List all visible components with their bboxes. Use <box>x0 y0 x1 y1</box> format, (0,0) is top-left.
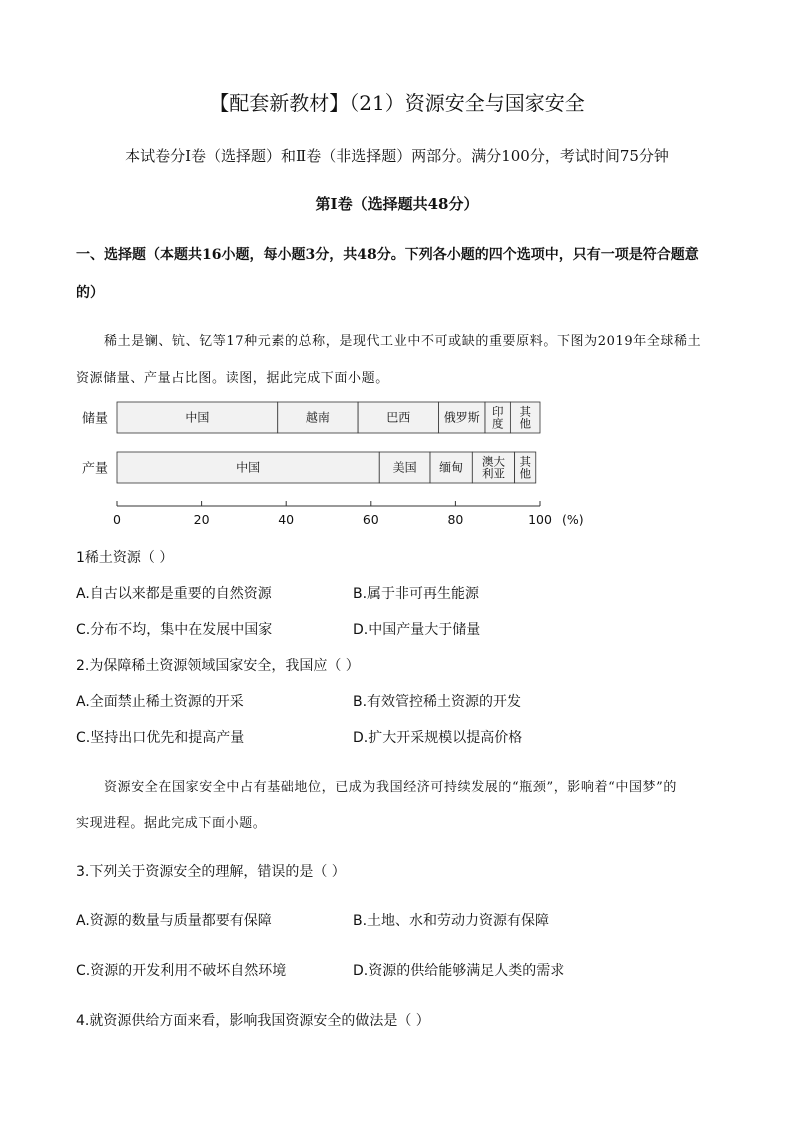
chart-segment-label: 其 <box>519 454 531 469</box>
chart-segment-label: 度 <box>491 416 504 431</box>
chart-row-label: 储量 <box>82 411 109 427</box>
chart-segment-label: 中国 <box>185 410 210 425</box>
chart-segment-label: 印 <box>491 404 504 419</box>
question-2-option-b[interactable]: B.有效管控稀土资源的开发 <box>353 694 522 710</box>
intro-paragraph-2-line2: 实现进程。据此完成下面小题。 <box>76 816 267 831</box>
intro-paragraph-2-line1: 资源安全在国家安全中占有基础地位，已成为我国经济可持续发展的“瓶颈”，影响着“中国梦”的 <box>104 780 677 795</box>
intro-paragraph-line1: 稀土是镧、钪、钇等17种元素的总称，是现代工业中不可或缺的重要原料。下图为2019年全球稀土 <box>104 334 702 349</box>
chart-segment-label: 他 <box>519 466 531 481</box>
chart-x-unit: (%) <box>562 512 584 527</box>
page-title: 【配套新教材】（21）资源安全与国家安全 <box>209 91 585 115</box>
question-2-option-d[interactable]: D.扩大开采规模以提高价格 <box>353 730 523 746</box>
question-2-stem: 2.为保障稀土资源领域国家安全，我国应（ ） <box>76 658 360 674</box>
chart-segment-label: 缅甸 <box>439 460 464 475</box>
chart-segment-label: 巴西 <box>386 410 411 425</box>
chart-x-tick-label: 60 <box>362 512 379 527</box>
question-2-option-c[interactable]: C.坚持出口优先和提高产量 <box>76 730 245 746</box>
section-heading-line2: 的） <box>76 285 104 301</box>
question-3-stem: 3.下列关于资源安全的理解，错误的是（ ） <box>76 864 346 880</box>
rare-earth-chart <box>70 392 590 532</box>
question-2-option-a[interactable]: A.全面禁止稀土资源的开采 <box>76 694 244 710</box>
question-4-stem: 4.就资源供给方面来看，影响我国资源安全的做法是（ ） <box>76 1013 430 1029</box>
chart-segment-label: 中国 <box>236 460 261 475</box>
question-1-option-d[interactable]: D.中国产量大于储量 <box>353 622 481 638</box>
chart-x-tick-label: 0 <box>113 512 121 527</box>
volume-heading: 第Ⅰ卷（选择题共48分） <box>315 195 479 213</box>
section-heading-line1: 一、选择题（本题共16小题，每小题3分，共48分。下列各小题的四个选项中，只有一项是符合题意 <box>76 247 699 263</box>
chart-x-tick-label: 40 <box>278 512 295 527</box>
chart-x-tick-label: 100 <box>528 512 552 527</box>
question-3-option-d[interactable]: D.资源的供给能够满足人类的需求 <box>353 963 565 979</box>
chart-segment-label: 他 <box>519 416 531 431</box>
chart-segment-label: 澳大 <box>481 454 505 469</box>
chart-x-tick-label: 80 <box>447 512 464 527</box>
question-1-option-a[interactable]: A.自古以来都是重要的自然资源 <box>76 586 272 602</box>
chart-segment-label: 美国 <box>392 460 417 475</box>
question-3-option-a[interactable]: A.资源的数量与质量都要有保障 <box>76 913 272 929</box>
question-3-option-b[interactable]: B.土地、水和劳动力资源有保障 <box>353 913 550 929</box>
chart-segment-label: 越南 <box>305 410 330 425</box>
question-3-option-c[interactable]: C.资源的开发利用不破坏自然环境 <box>76 963 287 979</box>
chart-segment-label: 俄罗斯 <box>443 410 480 425</box>
exam-instructions: 本试卷分Ⅰ卷（选择题）和Ⅱ卷（非选择题）两部分。满分100分，考试时间75分钟 <box>125 147 669 165</box>
chart-segment-label: 利亚 <box>481 466 505 481</box>
question-1-stem: 1稀土资源（ ） <box>76 550 174 566</box>
question-1-option-c[interactable]: C.分布不均，集中在发展中国家 <box>76 622 273 638</box>
chart-x-tick-label: 20 <box>193 512 210 527</box>
chart-row-label: 产量 <box>82 461 109 477</box>
chart-segment-label: 其 <box>519 404 531 419</box>
intro-paragraph-line2: 资源储量、产量占比图。读图，据此完成下面小题。 <box>76 371 389 386</box>
question-1-option-b[interactable]: B.属于非可再生能源 <box>353 586 480 602</box>
